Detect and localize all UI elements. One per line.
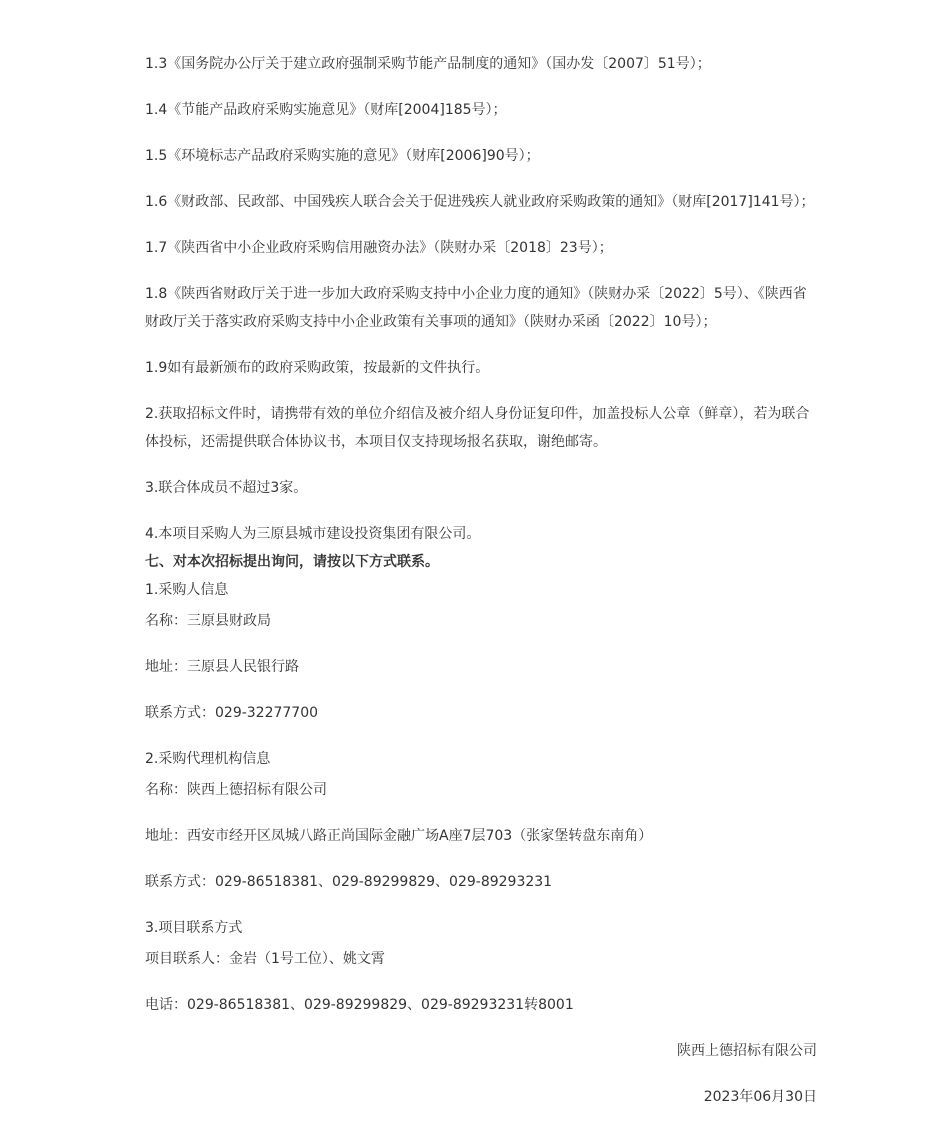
note-2: 2.获取招标文件时，请携带有效的单位介绍信及被介绍人身份证复印件，加盖投标人公章（鲜章），若为联合体投标，还需提供联合体协议书，本项目仅支持现场报名获取，谢绝邮寄。 [145, 406, 810, 450]
policy-1-4: 1.4《节能产品政府采购实施意见》（财库[2004]185号）； [145, 102, 507, 118]
note-3: 3.联合体成员不超过3家。 [145, 480, 308, 496]
purchaser-address: 地址：三原县人民银行路 [145, 659, 299, 675]
policy-1-3: 1.3《国务院办公厅关于建立政府强制采购节能产品制度的通知》（国办发〔2007〕51号）； [145, 56, 711, 72]
policy-1-8: 1.8《陕西省财政厅关于进一步加大政府采购支持中小企业力度的通知》（陕财办采〔2022〕5号）、《陕西省财政厅关于落实政府采购支持中小企业政策有关事项的通知》（陕财办采函〔2022〕10号）； [145, 286, 807, 330]
policy-1-9: 1.9如有最新颁布的政府采购政策，按最新的文件执行。 [145, 360, 490, 376]
note-4: 4.本项目采购人为三原县城市建设投资集团有限公司。 [145, 526, 481, 542]
agency-title: 2.采购代理机构信息 [145, 751, 271, 767]
section-7-heading: 七、对本次招标提出询问，请按以下方式联系。 [145, 554, 439, 570]
signature-date: 2023年06月30日 [703, 1089, 817, 1105]
project-contact-person: 项目联系人：金岩（1号工位）、姚文霄 [145, 951, 385, 967]
document-body [145, 50, 817, 1111]
policy-1-6: 1.6《财政部、民政部、中国残疾人联合会关于促进残疾人就业政府采购政策的通知》（财库[2017]141号）； [145, 194, 815, 210]
purchaser-contact: 联系方式：029-32277700 [145, 705, 319, 721]
purchaser-title: 1.采购人信息 [145, 582, 229, 598]
project-contact-title: 3.项目联系方式 [145, 920, 243, 936]
purchaser-name: 名称：三原县财政局 [145, 613, 271, 629]
project-contact-phone: 电话：029-86518381、029-89299829、029-89293231转8001 [145, 997, 574, 1013]
agency-contact: 联系方式：029-86518381、029-89299829、029-89293231 [145, 874, 553, 890]
agency-address: 地址：西安市经开区凤城八路正尚国际金融广场A座7层703（张家堡转盘东南角） [145, 828, 653, 844]
policy-1-7: 1.7《陕西省中小企业政府采购信用融资办法》（陕财办采〔2018〕23号）； [145, 240, 613, 256]
signature-company: 陕西上德招标有限公司 [677, 1043, 817, 1059]
agency-name: 名称：陕西上德招标有限公司 [145, 782, 327, 798]
policy-1-5: 1.5《环境标志产品政府采购实施的意见》（财库[2006]90号）； [145, 148, 540, 164]
